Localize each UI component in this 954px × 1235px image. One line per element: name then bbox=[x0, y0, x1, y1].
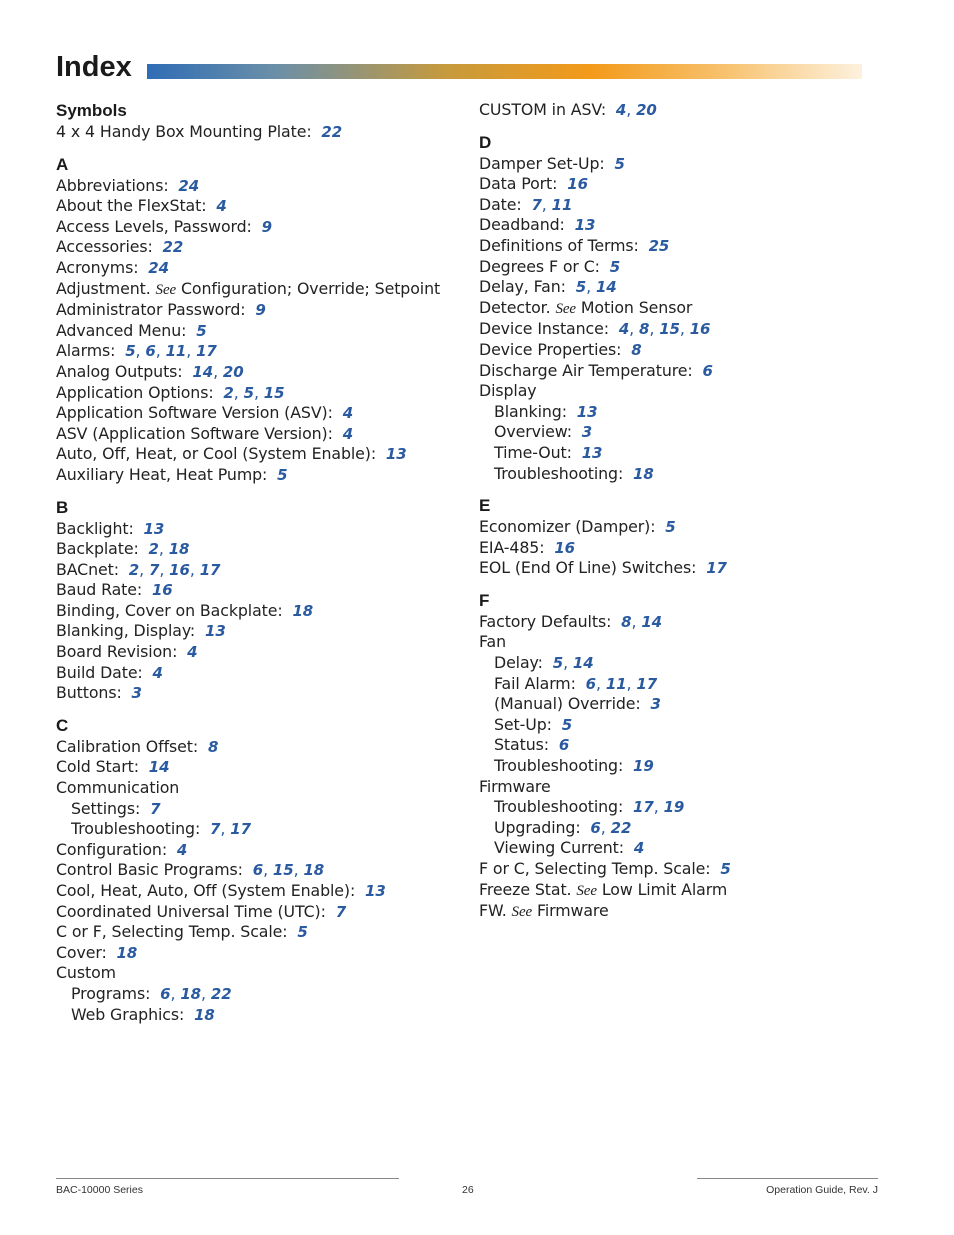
entry-term: Troubleshooting: bbox=[71, 819, 201, 839]
entry-term: Build Date: bbox=[56, 662, 143, 682]
index-subentry bbox=[56, 1005, 451, 1026]
entry-term: Cover: bbox=[56, 942, 107, 962]
page-link[interactable]: 9 bbox=[261, 217, 272, 236]
entry-term: Factory Defaults: bbox=[479, 611, 612, 631]
index-subentry: Troubleshooting: 17, 19 bbox=[494, 797, 685, 817]
entry-term: Troubleshooting: bbox=[494, 756, 624, 776]
page-link[interactable]: 3 bbox=[131, 684, 142, 703]
index-entry bbox=[479, 298, 874, 320]
page-link[interactable]: 16 bbox=[689, 320, 711, 339]
page-link[interactable]: 14 bbox=[572, 654, 594, 673]
page-link[interactable]: 2 bbox=[223, 383, 234, 402]
page-link[interactable]: 4 bbox=[176, 840, 188, 859]
entry-term: Status: bbox=[494, 735, 549, 755]
entry-term: Analog Outputs: bbox=[56, 361, 183, 381]
page-link[interactable]: 6 bbox=[585, 674, 597, 693]
index-entry bbox=[56, 663, 451, 684]
entry-term: Calibration Offset: bbox=[56, 736, 199, 756]
index-entry bbox=[56, 217, 451, 238]
entry-term: Alarms: bbox=[56, 341, 116, 361]
index-entry: Factory Defaults: 8, 14 bbox=[479, 611, 663, 631]
entry-term: Date: bbox=[479, 194, 522, 214]
entry-term: Board Revision: bbox=[56, 642, 178, 662]
entry-term: Settings: bbox=[71, 798, 141, 818]
page-link[interactable]: 2 bbox=[148, 540, 159, 559]
entry-term: Fan bbox=[479, 632, 507, 652]
entry-term: Accessories: bbox=[56, 237, 153, 257]
entry-term: Viewing Current: bbox=[494, 838, 624, 858]
page-link[interactable]: 5 bbox=[720, 860, 731, 878]
page-link[interactable]: 7 bbox=[150, 799, 161, 818]
see-target: Firmware bbox=[536, 901, 609, 921]
page-link[interactable]: 5 bbox=[297, 923, 308, 942]
page-link[interactable]: 7 bbox=[148, 560, 160, 579]
index-entry bbox=[479, 859, 874, 880]
see-target: Low Limit Alarm bbox=[601, 879, 728, 899]
page-link[interactable]: 15 bbox=[272, 861, 294, 880]
page-link[interactable]: 7 bbox=[210, 820, 221, 839]
page-link[interactable]: 5 bbox=[243, 383, 254, 402]
page-link[interactable]: 22 bbox=[610, 818, 632, 837]
entry-term: EIA-485: bbox=[479, 537, 545, 557]
entry-term: Baud Rate: bbox=[56, 580, 143, 600]
index-entry bbox=[56, 258, 451, 279]
page-link[interactable]: 6 bbox=[160, 984, 171, 1003]
page-link[interactable]: 17 bbox=[199, 560, 221, 579]
index-subentry: Fail Alarm: 6, 11, 17 bbox=[494, 673, 658, 693]
footer-series: BAC-10000 Series bbox=[56, 1184, 143, 1196]
page-link[interactable]: 6 bbox=[252, 861, 264, 880]
entry-term: Abbreviations: bbox=[56, 175, 169, 195]
index-entry: Alarms: 5, 6, 11, 17 bbox=[56, 341, 217, 361]
entry-term: Auxiliary Heat, Heat Pump: bbox=[56, 464, 268, 484]
entry-term: Device Properties: bbox=[479, 339, 622, 359]
index-subentry bbox=[56, 799, 451, 820]
entry-term: Damper Set-Up: bbox=[479, 153, 605, 173]
index-entry bbox=[56, 963, 451, 984]
index-entry bbox=[56, 621, 451, 642]
section-heading: B bbox=[56, 497, 69, 517]
footer-guide-revision: Operation Guide, Rev. J bbox=[766, 1184, 878, 1196]
page-link[interactable]: 25 bbox=[648, 236, 670, 255]
page-link[interactable]: 13 bbox=[574, 216, 596, 235]
footer-rule-right bbox=[697, 1178, 878, 1179]
page-link[interactable]: 20 bbox=[636, 101, 657, 119]
index-entry bbox=[56, 737, 451, 758]
index-entry bbox=[56, 444, 451, 465]
page-link[interactable]: 8 bbox=[639, 320, 650, 339]
footer-rule-left bbox=[56, 1178, 399, 1179]
entry-term: Application Options: bbox=[56, 382, 214, 402]
page-link[interactable]: 5 bbox=[196, 321, 207, 340]
page-link[interactable]: 18 bbox=[194, 1005, 215, 1024]
entry-term: Blanking: bbox=[494, 401, 567, 421]
entry-term: About the FlexStat: bbox=[56, 196, 207, 216]
section-heading: C bbox=[56, 715, 69, 735]
page-link[interactable]: 13 bbox=[365, 882, 386, 900]
index-entry bbox=[56, 778, 451, 799]
index-entry bbox=[56, 519, 451, 540]
entry-term: Device Instance: bbox=[479, 319, 609, 339]
page-link[interactable]: 24 bbox=[148, 258, 169, 277]
index-entry bbox=[479, 381, 874, 402]
page-link[interactable]: 11 bbox=[165, 342, 187, 361]
index-subentry bbox=[479, 402, 874, 423]
section-heading: E bbox=[479, 496, 491, 516]
index-entry bbox=[56, 757, 451, 778]
index-subentry bbox=[479, 715, 874, 736]
page-link[interactable]: 6 bbox=[558, 736, 570, 755]
index-entry bbox=[479, 901, 874, 923]
entry-term: Firmware bbox=[479, 776, 551, 796]
page-link[interactable]: 5 bbox=[277, 465, 288, 484]
see-reference: See bbox=[576, 882, 597, 899]
page-link[interactable]: 6 bbox=[590, 818, 601, 837]
index-column-left bbox=[56, 100, 451, 1025]
page-link[interactable]: 13 bbox=[385, 445, 407, 464]
page-link[interactable]: 19 bbox=[663, 798, 685, 817]
index-entry: Application Options: 2, 5, 15 bbox=[56, 382, 285, 402]
index-entry bbox=[479, 340, 874, 361]
footer-page-number: 26 bbox=[462, 1184, 474, 1196]
index-entry: Device Instance: 4, 8, 15, 16 bbox=[479, 319, 711, 339]
page-link[interactable]: 3 bbox=[650, 695, 661, 714]
page-link[interactable]: 6 bbox=[145, 342, 156, 361]
page-link[interactable]: 5 bbox=[125, 342, 136, 361]
index-entry bbox=[479, 361, 874, 382]
index-subentry bbox=[479, 464, 874, 485]
page-link[interactable]: 4 bbox=[342, 404, 354, 423]
page-link[interactable]: 6 bbox=[702, 361, 713, 380]
index-column-right bbox=[479, 100, 874, 923]
index-subentry: Programs: 6, 18, 22 bbox=[71, 983, 232, 1003]
see-reference: See bbox=[511, 904, 533, 921]
entry-term: Degrees F or C: bbox=[479, 256, 600, 276]
index-subentry bbox=[479, 422, 874, 443]
entry-term: Cold Start: bbox=[56, 757, 139, 777]
index-entry: Control Basic Programs: 6, 15, 18 bbox=[56, 860, 325, 880]
entry-term: Definitions of Terms: bbox=[479, 235, 639, 255]
page-link[interactable]: 4 bbox=[633, 839, 645, 858]
index-subentry bbox=[479, 735, 874, 756]
page-link[interactable]: 5 bbox=[665, 518, 676, 537]
page-link[interactable]: 7 bbox=[531, 195, 542, 214]
page-link[interactable]: 16 bbox=[169, 560, 190, 579]
see-target: Motion Sensor bbox=[580, 297, 693, 317]
page-link[interactable]: 18 bbox=[168, 540, 190, 559]
page-link[interactable]: 13 bbox=[143, 519, 165, 538]
page-link[interactable]: 3 bbox=[581, 423, 593, 442]
page-link[interactable]: 19 bbox=[633, 757, 654, 776]
entry-term: 4 x 4 Handy Box Mounting Plate: bbox=[56, 122, 312, 141]
index-entry: Backplate: 2, 18 bbox=[56, 539, 190, 559]
page-link[interactable]: 17 bbox=[706, 559, 727, 578]
entry-term: Buttons: bbox=[56, 683, 122, 703]
entry-term: CUSTOM in ASV: bbox=[479, 100, 607, 119]
index-entry bbox=[56, 943, 451, 964]
page-link[interactable]: 17 bbox=[636, 674, 658, 693]
index-entry bbox=[479, 632, 874, 653]
page-link[interactable]: 4 bbox=[152, 663, 163, 682]
page-link[interactable]: 13 bbox=[581, 443, 603, 462]
index-entry: Delay, Fan: 5, 14 bbox=[479, 277, 617, 297]
page-link[interactable]: 22 bbox=[321, 123, 343, 141]
entry-term: Troubleshooting: bbox=[494, 797, 624, 817]
page-link[interactable]: 14 bbox=[595, 278, 617, 297]
index-entry bbox=[56, 465, 451, 486]
page-link[interactable]: 5 bbox=[614, 154, 625, 173]
entry-term: Fail Alarm: bbox=[494, 673, 576, 693]
index-entry bbox=[56, 122, 451, 143]
page-link[interactable]: 4 bbox=[618, 320, 630, 339]
index-entry bbox=[479, 880, 874, 902]
entry-term: Data Port: bbox=[479, 174, 558, 194]
entry-term: Cool, Heat, Auto, Off (System Enable): bbox=[56, 881, 356, 900]
entry-term: Adjustment. bbox=[56, 278, 151, 298]
index-entry bbox=[56, 237, 451, 258]
entry-term: Detector. bbox=[479, 297, 551, 317]
section-heading: F bbox=[479, 590, 490, 610]
section-heading: Symbols bbox=[56, 101, 127, 120]
index-entry bbox=[56, 881, 451, 902]
index-entry: Date: 7, 11 bbox=[479, 194, 573, 214]
entry-term: Programs: bbox=[71, 983, 151, 1003]
entry-term: Application Software Version (ASV): bbox=[56, 403, 333, 423]
index-entry bbox=[56, 642, 451, 663]
page-link[interactable]: 18 bbox=[303, 861, 325, 880]
page-link[interactable]: 20 bbox=[222, 362, 244, 381]
page-link[interactable]: 18 bbox=[633, 464, 654, 483]
entry-term: Configuration: bbox=[56, 839, 168, 859]
index-entry bbox=[479, 517, 874, 538]
page-link[interactable]: 8 bbox=[207, 737, 219, 756]
entry-term: Access Levels, Password: bbox=[56, 216, 252, 236]
entry-term: Backlight: bbox=[56, 518, 134, 538]
page-link[interactable]: 8 bbox=[621, 612, 632, 631]
see-reference: See bbox=[555, 300, 576, 317]
index-entry bbox=[479, 236, 874, 257]
index-subentry: Troubleshooting: 7, 17 bbox=[71, 819, 251, 839]
index-entry bbox=[56, 321, 451, 342]
page-link[interactable]: 11 bbox=[551, 195, 573, 214]
page-link[interactable]: 11 bbox=[605, 674, 627, 693]
page-link[interactable]: 15 bbox=[263, 383, 285, 402]
index-entry bbox=[56, 683, 451, 704]
index-entry: Analog Outputs: 14, 20 bbox=[56, 361, 244, 381]
title-gradient-bar bbox=[147, 64, 862, 79]
page-link[interactable]: 13 bbox=[204, 622, 226, 641]
page-link[interactable]: 4 bbox=[342, 424, 354, 443]
index-entry bbox=[479, 558, 874, 579]
entry-term: Overview: bbox=[494, 422, 572, 442]
page-link[interactable]: 5 bbox=[561, 715, 573, 734]
entry-term: FW. bbox=[479, 901, 507, 921]
index-entry bbox=[56, 300, 451, 321]
page-link[interactable]: 14 bbox=[148, 758, 170, 777]
entry-term: Time-Out: bbox=[494, 442, 572, 462]
index-entry bbox=[479, 174, 874, 195]
entry-term: Delay, Fan: bbox=[479, 277, 566, 297]
index-entry bbox=[56, 424, 451, 445]
page-link[interactable]: 18 bbox=[180, 984, 202, 1003]
entry-term: Communication bbox=[56, 778, 180, 798]
page-link[interactable]: 5 bbox=[552, 654, 564, 673]
page-link[interactable]: 2 bbox=[128, 560, 140, 579]
index-subentry bbox=[479, 756, 874, 777]
entry-term: Deadband: bbox=[479, 215, 565, 235]
page-link[interactable]: 15 bbox=[659, 320, 680, 339]
page-title: Index bbox=[56, 51, 132, 83]
entry-term: Economizer (Damper): bbox=[479, 517, 656, 537]
page-link[interactable]: 16 bbox=[554, 538, 576, 557]
entry-term: Troubleshooting: bbox=[494, 463, 624, 483]
page-link[interactable]: 17 bbox=[196, 342, 217, 361]
page-link[interactable]: 16 bbox=[567, 175, 588, 194]
page-link[interactable]: 17 bbox=[230, 820, 251, 839]
entry-term: Advanced Menu: bbox=[56, 320, 187, 340]
page-link[interactable]: 4 bbox=[187, 643, 198, 662]
page-link[interactable]: 13 bbox=[576, 402, 598, 421]
page-link[interactable]: 18 bbox=[116, 943, 138, 962]
index-entry bbox=[56, 580, 451, 601]
index-entry bbox=[56, 922, 451, 943]
section-heading: D bbox=[479, 132, 492, 152]
page-link[interactable]: 5 bbox=[575, 278, 587, 297]
page-link[interactable]: 22 bbox=[210, 984, 232, 1003]
entry-term: Backplate: bbox=[56, 539, 139, 559]
see-reference: See bbox=[155, 281, 177, 298]
page-link[interactable]: 8 bbox=[631, 340, 642, 359]
page-link[interactable]: 16 bbox=[151, 581, 173, 600]
entry-term: C or F, Selecting Temp. Scale: bbox=[56, 922, 288, 942]
entry-term: Discharge Air Temperature: bbox=[479, 360, 693, 380]
page-link[interactable]: 17 bbox=[633, 798, 654, 817]
index-subentry bbox=[479, 694, 874, 715]
page-link[interactable]: 4 bbox=[615, 101, 627, 119]
page-link[interactable]: 22 bbox=[162, 238, 184, 257]
index-entry bbox=[479, 154, 874, 175]
entry-term: Delay: bbox=[494, 653, 543, 673]
page-link[interactable]: 18 bbox=[292, 601, 314, 620]
page-link[interactable]: 14 bbox=[192, 362, 214, 381]
entry-term: Acronyms: bbox=[56, 257, 139, 277]
entry-term: Administrator Password: bbox=[56, 300, 246, 320]
entry-term: Control Basic Programs: bbox=[56, 860, 243, 880]
index-entry bbox=[479, 777, 874, 798]
index-entry bbox=[479, 538, 874, 559]
entry-term: Coordinated Universal Time (UTC): bbox=[56, 901, 326, 921]
entry-term: Auto, Off, Heat, or Cool (System Enable): bbox=[56, 444, 377, 464]
index-entry bbox=[479, 215, 874, 236]
entry-term: Display bbox=[479, 381, 537, 401]
index-entry bbox=[56, 840, 451, 861]
entry-term: Binding, Cover on Backplate: bbox=[56, 600, 283, 620]
index-subentry: Upgrading: 6, 22 bbox=[494, 817, 632, 837]
index-entry bbox=[56, 196, 451, 217]
entry-term: Set-Up: bbox=[494, 714, 552, 734]
index-entry: CUSTOM in ASV: 4, 20 bbox=[479, 100, 657, 119]
index-subentry bbox=[479, 443, 874, 464]
page-link[interactable]: 24 bbox=[178, 176, 200, 195]
index-entry bbox=[56, 902, 451, 923]
entry-term: Custom bbox=[56, 963, 116, 983]
entry-term: BACnet: bbox=[56, 559, 119, 579]
index-entry: BACnet: 2, 7, 16, 17 bbox=[56, 559, 221, 579]
entry-term: ASV (Application Software Version): bbox=[56, 423, 333, 443]
index-subentry: Delay: 5, 14 bbox=[494, 653, 594, 673]
index-entry bbox=[56, 601, 451, 622]
entry-term: EOL (End Of Line) Switches: bbox=[479, 558, 697, 578]
page-link[interactable]: 4 bbox=[216, 197, 227, 216]
index-entry bbox=[56, 279, 451, 301]
page-link[interactable]: 9 bbox=[255, 301, 266, 320]
page-link[interactable]: 7 bbox=[335, 902, 347, 921]
index-entry bbox=[56, 403, 451, 424]
entry-term: Freeze Stat. bbox=[479, 879, 572, 899]
see-target: Configuration; Override; Setpoint bbox=[180, 278, 441, 298]
entry-term: Blanking, Display: bbox=[56, 621, 196, 641]
entry-term: Web Graphics: bbox=[71, 1004, 185, 1024]
index-entry bbox=[56, 176, 451, 197]
entry-term: Upgrading: bbox=[494, 817, 581, 837]
page-link[interactable]: 5 bbox=[609, 257, 621, 276]
entry-term: (Manual) Override: bbox=[494, 694, 641, 714]
page-link[interactable]: 14 bbox=[641, 612, 663, 631]
index-subentry bbox=[479, 838, 874, 859]
index-entry bbox=[479, 257, 874, 278]
entry-term: F or C, Selecting Temp. Scale: bbox=[479, 859, 711, 878]
section-heading: A bbox=[56, 154, 69, 174]
